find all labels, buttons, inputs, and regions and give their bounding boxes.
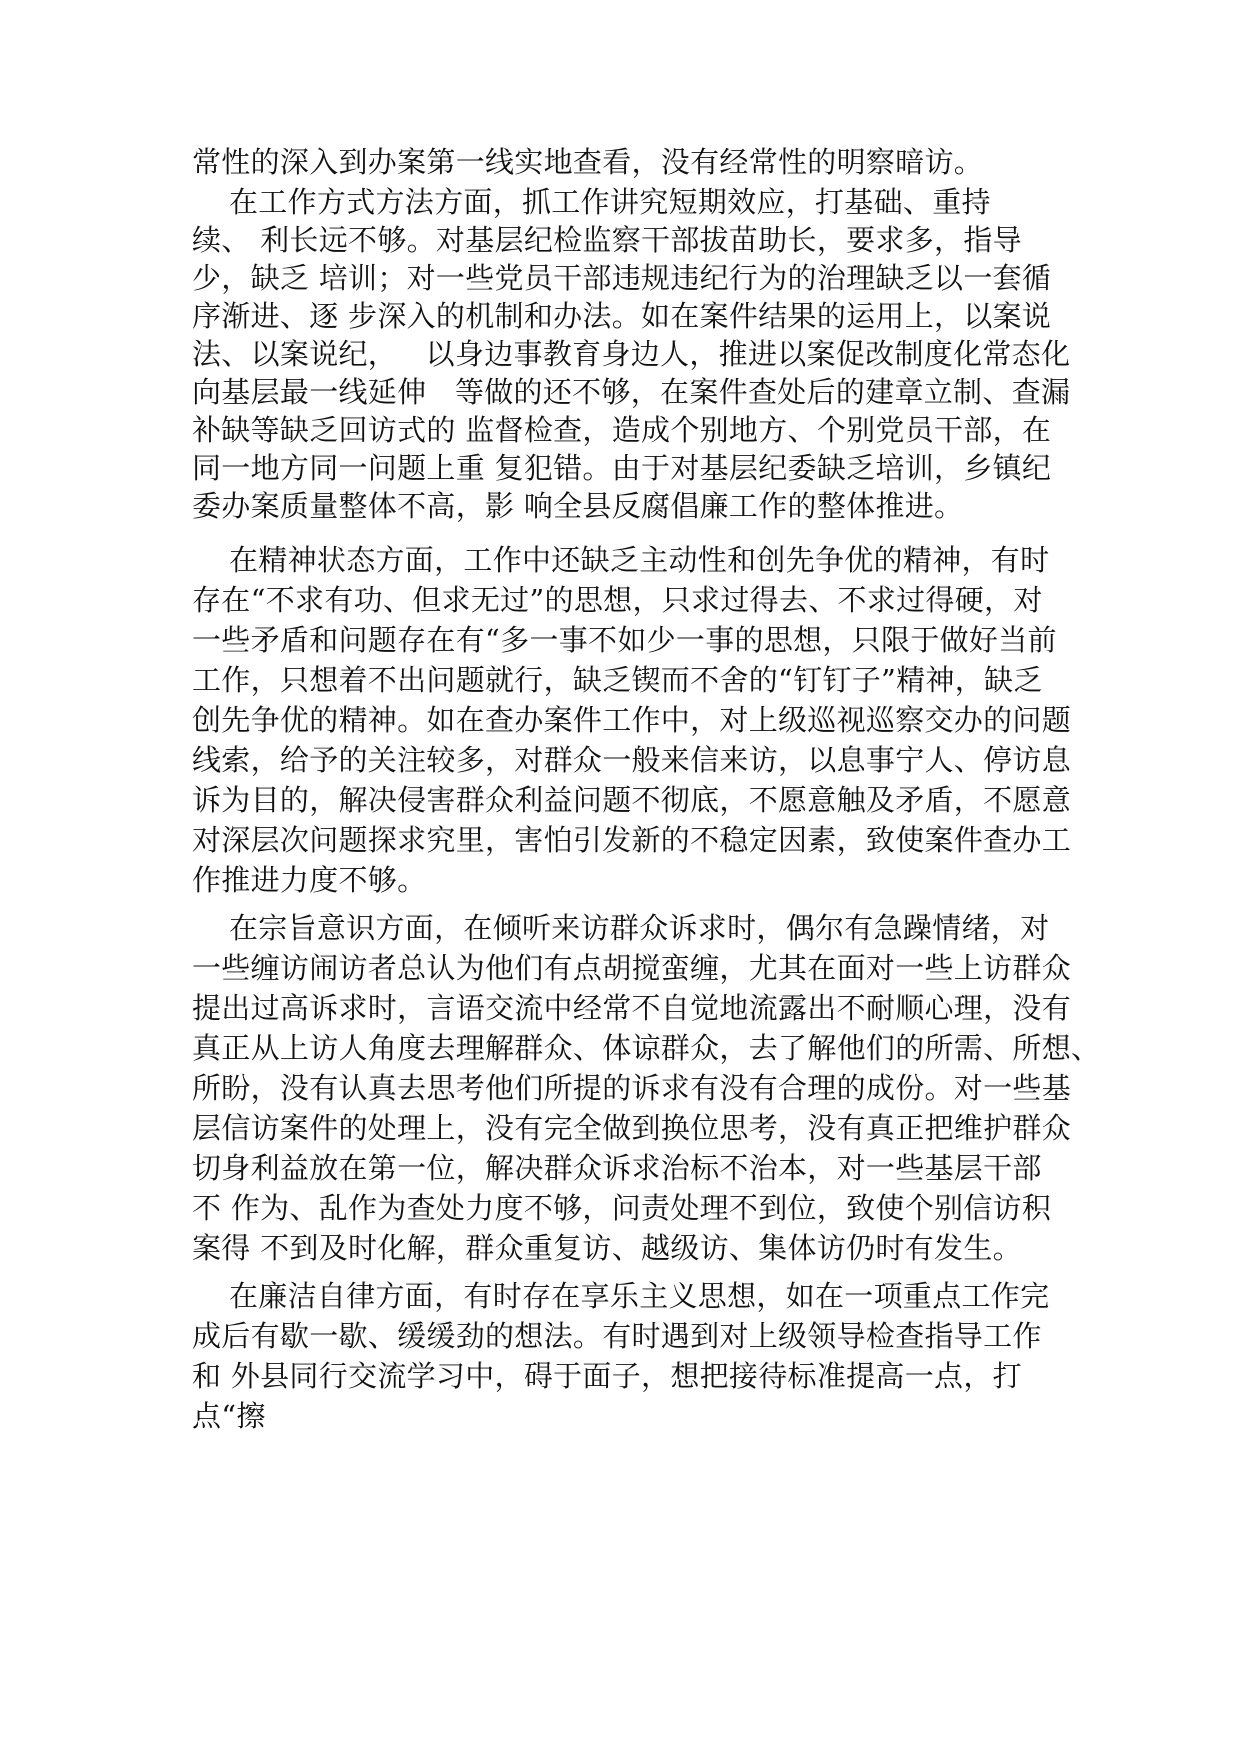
paragraph-line: 补缺等缺乏回访式的 监督检查，造成个别地方、个别党员干部，在 bbox=[192, 413, 1052, 447]
paragraph-line: 对深层次问题探求究里，害怕引发新的不稳定因素，致使案件查办工 bbox=[192, 823, 1072, 857]
paragraph-line: 创先争优的精神。如在查办案件工作中，对上级巡视巡察交办的问题 bbox=[192, 703, 1072, 737]
paragraph-line: 存在“不求有功、但求无过”的思想，只求过得去、不求过得硬，对 bbox=[192, 583, 1043, 617]
paragraph-first-line: 在宗旨意识方面，在倾听来访群众诉求时，偶尔有急躁情绪，对 bbox=[229, 911, 1050, 945]
paragraph-first-line: 在廉洁自律方面，有时存在享乐主义思想，如在一项重点工作完 bbox=[229, 1279, 1050, 1313]
paragraph-line: 所盼，没有认真去思考他们所提的诉求有没有合理的成份。对一些基 bbox=[192, 1071, 1072, 1105]
paragraph-line: 线索，给予的关注较多，对群众一般来信来访，以息事宁人、停访息 bbox=[192, 743, 1072, 777]
paragraph-line: 一些缠访闹访者总认为他们有点胡搅蛮缠，尤其在面对一些上访群众 bbox=[192, 951, 1072, 985]
paragraph-line: 常性的深入到办案第一线实地查看，没有经常性的明察暗访。 bbox=[192, 145, 984, 179]
paragraph-line: 层信访案件的处理上，没有完全做到换位思考，没有真正把维护群众 bbox=[192, 1111, 1072, 1145]
paragraph-first-line: 在精神状态方面，工作中还缺乏主动性和创先争优的精神，有时 bbox=[229, 543, 1050, 577]
paragraph-line: 序渐进、逐 步深入的机制和办法。如在案件结果的运用上，以案说 bbox=[192, 299, 1052, 333]
paragraph-line: 成后有歇一歇、缓缓劲的想法。有时遇到对上级领导检查指导工作 bbox=[192, 1319, 1042, 1353]
paragraph-line: 同一地方同一问题上重 复犯错。由于对基层纪委缺乏培训，乡镇纪 bbox=[192, 451, 1052, 485]
paragraph-line: 作推进力度不够。 bbox=[192, 863, 427, 897]
paragraph-line: 不 作为、乱作为查处力度不够，问责处理不到位，致使个别信访积 bbox=[192, 1191, 1052, 1225]
paragraph-line: 向基层最一线延伸 等做的还不够，在案件查处后的建章立制、查漏 bbox=[192, 375, 1071, 409]
paragraph-line: 和 外县同行交流学习中，碍于面子，想把接待标准提高一点，打 bbox=[192, 1359, 1022, 1393]
paragraph-line: 真正从上访人角度去理解群众、体谅群众，去了解他们的所需、所想、 bbox=[192, 1031, 1101, 1065]
paragraph-line: 续、 利长远不够。对基层纪检监察干部拔苗助长，要求多，指导 bbox=[192, 223, 1022, 257]
paragraph-line: 案得 不到及时化解，群众重复访、越级访、集体访仍时有发生。 bbox=[192, 1231, 1022, 1265]
paragraph-line: 诉为目的，解决侵害群众利益问题不彻底，不愿意触及矛盾，不愿意 bbox=[192, 783, 1072, 817]
paragraph-line: 提出过高诉求时，言语交流中经常不自觉地流露出不耐顺心理，没有 bbox=[192, 991, 1072, 1025]
paragraph-line: 少，缺乏 培训；对一些党员干部违规违纪行为的治理缺乏以一套循 bbox=[192, 261, 1052, 295]
paragraph-line: 点“擦 bbox=[192, 1399, 266, 1433]
paragraph-line: 一些矛盾和问题存在有“多一事不如少一事的思想，只限于做好当前 bbox=[192, 623, 1057, 657]
paragraph-first-line: 在工作方式方法方面，抓工作讲究短期效应，打基础、重持 bbox=[229, 185, 991, 219]
paragraph-line: 工作，只想着不出问题就行，缺乏锲而不舍的“钉钉子”精神，缺乏 bbox=[192, 663, 1043, 697]
paragraph-line: 切身利益放在第一位，解决群众诉求治标不治本，对一些基层干部 bbox=[192, 1151, 1042, 1185]
paragraph-line: 法、以案说纪， 以身边事教育身边人，推进以案促改制度化常态化 bbox=[192, 337, 1071, 371]
paragraph-line: 委办案质量整体不高，影 响全县反腐倡廉工作的整体推进。 bbox=[192, 489, 964, 523]
